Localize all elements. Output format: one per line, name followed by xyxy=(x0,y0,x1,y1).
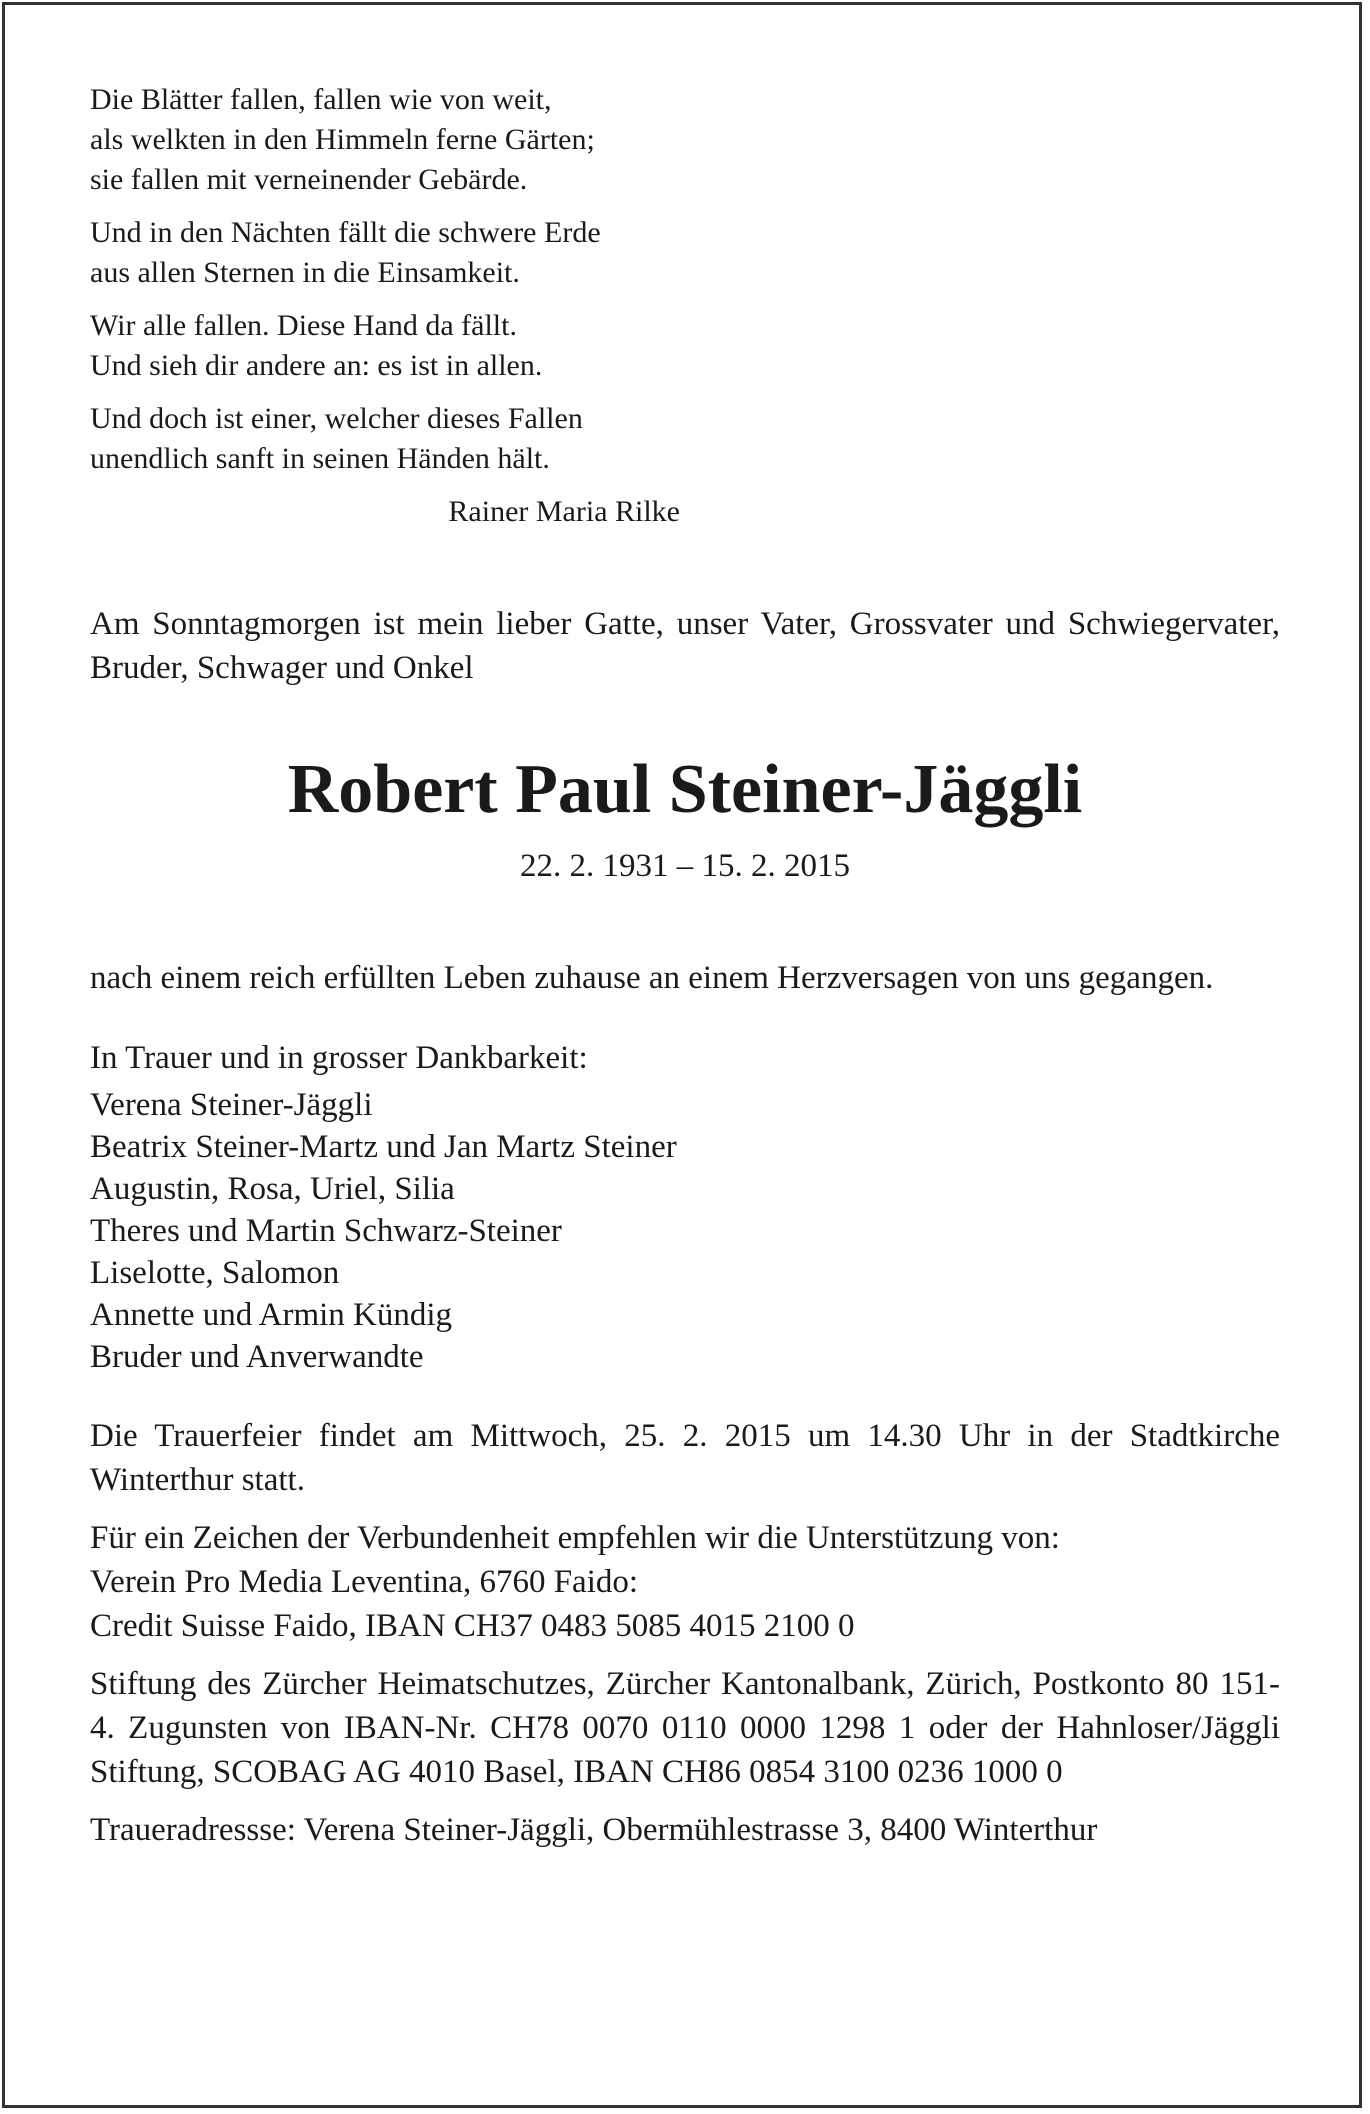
mourners-list xyxy=(90,1084,1280,1378)
poem-line: Wir alle fallen. Diese Hand da fällt. xyxy=(90,309,517,342)
mourners-section xyxy=(90,1036,1280,1378)
mourners-lead: In Trauer und in grosser Dankbarkeit: xyxy=(90,1040,588,1076)
donation-org1-name: Verein Pro Media Leventina, 6760 Faido: xyxy=(90,1564,639,1600)
obituary-notice xyxy=(90,80,1280,1852)
funeral-info: Die Trauerfeier findet am Mittwoch, 25. 2. 2015 um 14.30 Uhr in der Stadtkirche Winterthur statt. xyxy=(90,1418,1280,1498)
poem-stanza xyxy=(90,213,680,293)
donation-lead: Für ein Zeichen der Verbundenheit empfehlen wir die Unterstützung von: xyxy=(90,1520,1060,1556)
mourner-name: Augustin, Rosa, Uriel, Silia xyxy=(90,1171,455,1207)
poem-line: sie fallen mit verneinender Gebärde. xyxy=(90,163,528,196)
poem-stanza xyxy=(90,399,680,479)
poem-line: Und doch ist einer, welcher dieses Fallen xyxy=(90,402,583,435)
mourner-name: Liselotte, Salomon xyxy=(90,1255,340,1291)
poem-line: Und in den Nächten fällt die schwere Erde xyxy=(90,216,601,249)
deceased-name: Robert Paul Steiner-Jäggli xyxy=(287,751,1083,828)
poem-author: Rainer Maria Rilke xyxy=(448,495,680,528)
mourner-name: Beatrix Steiner-Martz und Jan Martz Steiner xyxy=(90,1129,677,1165)
poem-line: als welkten in den Himmeln ferne Gärten; xyxy=(90,123,595,156)
life-dates: 22. 2. 1931 – 15. 2. 2015 xyxy=(520,848,850,884)
mourner-name: Annette und Armin Kündig xyxy=(90,1297,453,1333)
passing-text: nach einem reich erfüllten Leben zuhause an einem Herzversagen von uns gegangen. xyxy=(90,960,1214,996)
mourner-name: Theres und Martin Schwarz-Steiner xyxy=(90,1213,562,1249)
poem-stanza xyxy=(90,80,680,200)
donation-org2: Stiftung des Zürcher Heimatschutzes, Zürcher Kantonalbank, Zürich, Postkonto 80 151-4. Zugunsten von IBAN-Nr. CH78 0070 0110 0000 1298 1 oder der Hahnloser/Jäggli Stiftung, SCOBAG AG 4010 Basel, IBAN CH86 0854 3100 0236 1000 0 xyxy=(90,1666,1280,1790)
intro-text: Am Sonntagmorgen ist mein lieber Gatte, unser Vater, Grossvater und Schwiegervater, Bruder, Schwager und Onkel xyxy=(90,606,1280,686)
poem-line: aus allen Sternen in die Einsamkeit. xyxy=(90,256,520,289)
poem-line: Die Blätter fallen, fallen wie von weit, xyxy=(90,83,552,116)
donation-org1-account: Credit Suisse Faido, IBAN CH37 0483 5085 4015 2100 0 xyxy=(90,1608,855,1644)
poem-stanza xyxy=(90,306,680,386)
mourner-name: Bruder und Anverwandte xyxy=(90,1339,424,1375)
poem-line: Und sieh dir andere an: es ist in allen. xyxy=(90,349,543,382)
poem-line: unendlich sanft in seinen Händen hält. xyxy=(90,442,550,475)
mourner-name: Verena Steiner-Jäggli xyxy=(90,1087,373,1123)
mourning-address: Traueradressse: Verena Steiner-Jäggli, Obermühlestrasse 3, 8400 Winterthur xyxy=(90,1812,1098,1848)
poem xyxy=(90,80,680,532)
